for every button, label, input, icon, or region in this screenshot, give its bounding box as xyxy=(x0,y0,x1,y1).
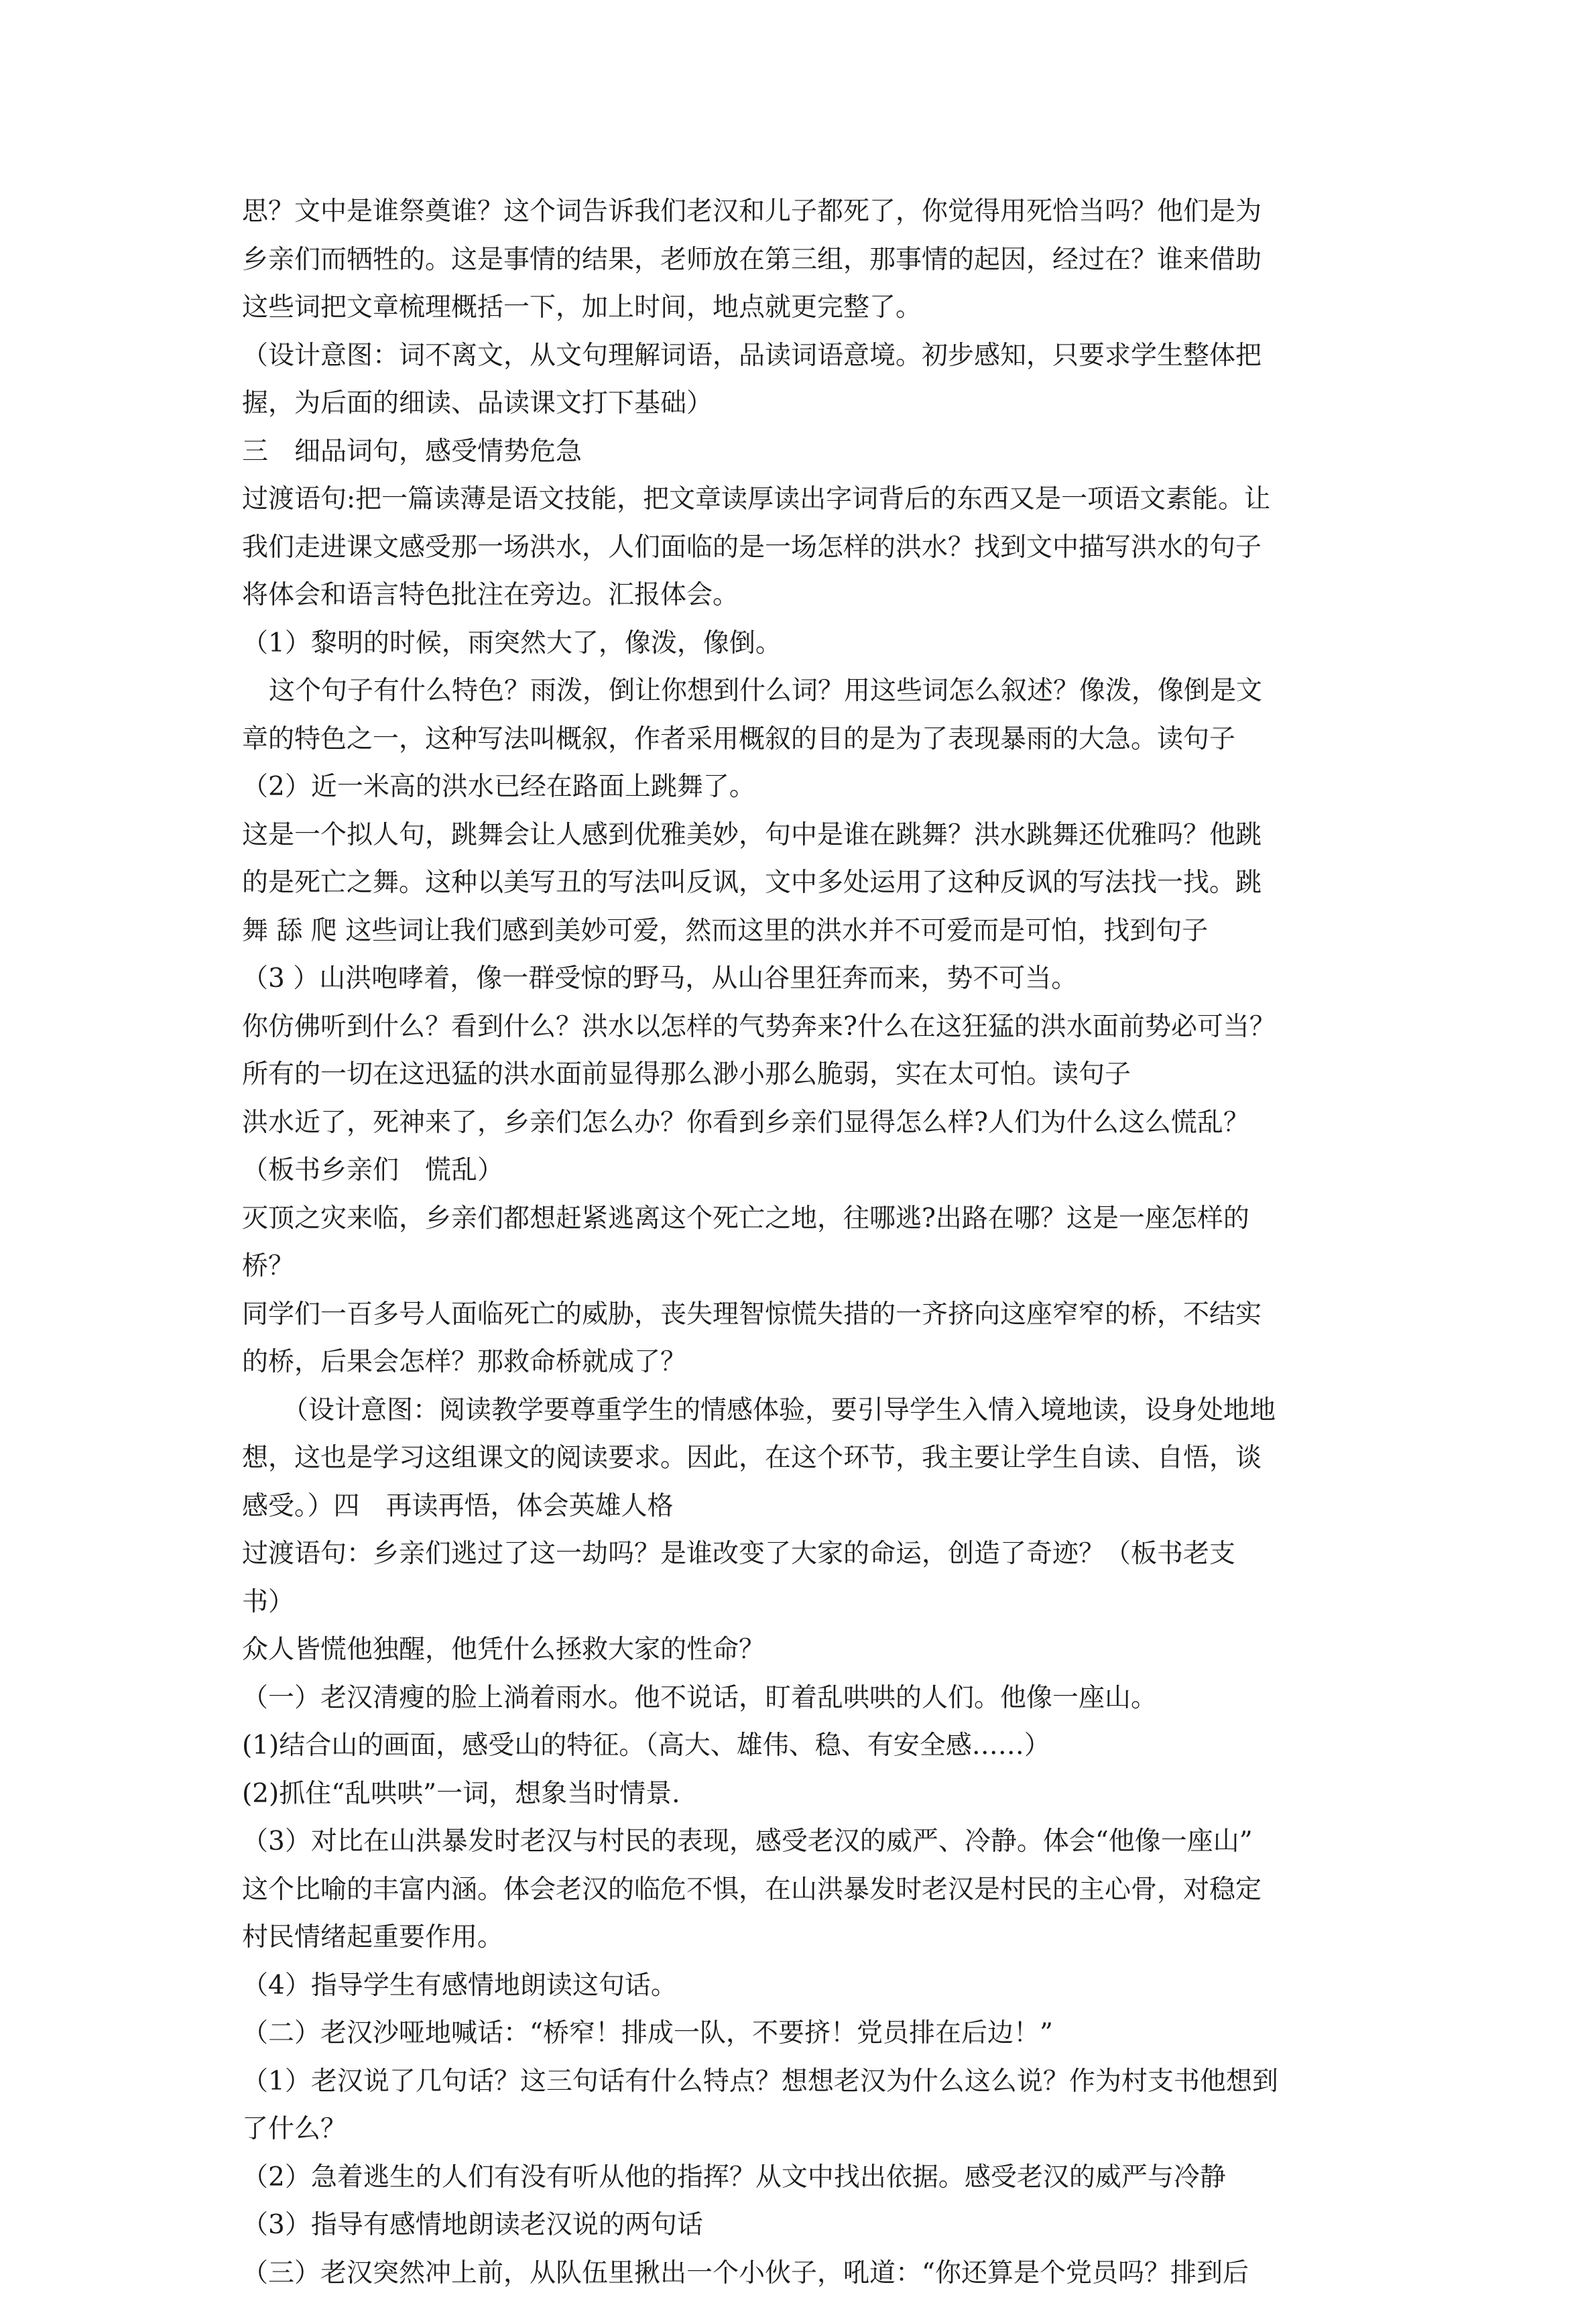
quoted-sentence: （2）近一米高的洪水已经在路面上跳舞了。 xyxy=(242,763,1355,811)
design-intent-note: 握，为后面的细读、品读课文打下基础） xyxy=(242,379,1355,428)
design-intent-note: （设计意图：词不离文，从文句理解词语，品读词语意境。初步感知，只要求学生整体把 xyxy=(242,332,1355,380)
text-line: 舞 舔 爬 这些词让我们感到美妙可爱，然而这里的洪水并不可爱而是可怕，找到句子 xyxy=(242,907,1355,955)
list-item: （4）指导学生有感情地朗读这句话。 xyxy=(242,1962,1355,2010)
quoted-sentence: （二）老汉沙哑地喊话：“桥窄！排成一队，不要挤！党员排在后边！” xyxy=(242,2009,1355,2058)
text-line: 书） xyxy=(242,1578,1355,1627)
text-line: 乡亲们而牺牲的。这是事情的结果，老师放在第三组，那事情的起因，经过在？谁来借助 xyxy=(242,236,1355,284)
text-line: 过渡语句：乡亲们逃过了这一劫吗？是谁改变了大家的命运，创造了奇迹？（板书老支 xyxy=(242,1530,1355,1578)
list-item: (1)结合山的画面，感受山的特征。（高大、雄伟、稳、有安全感……） xyxy=(242,1722,1355,1770)
text-line: 这个句子有什么特色？雨泼，倒让你想到什么词？用这些词怎么叙述？像泼，像倒是文 xyxy=(242,667,1355,715)
quoted-sentence: （一）老汉清瘦的脸上淌着雨水。他不说话，盯着乱哄哄的人们。他像一座山。 xyxy=(242,1674,1355,1722)
text-line: 的是死亡之舞。这种以美写丑的写法叫反讽，文中多处运用了这种反讽的写法找一找。跳 xyxy=(242,859,1355,907)
text-line: 你仿佛听到什么？看到什么？洪水以怎样的气势奔来?什么在这狂猛的洪水面前势必可当？ xyxy=(242,1003,1355,1051)
quoted-sentence: （3 ）山洪咆哮着，像一群受惊的野马，从山谷里狂奔而来，势不可当。 xyxy=(242,955,1355,1003)
text-line: 村民情绪起重要作用。 xyxy=(242,1913,1355,1962)
text-line: 这是一个拟人句，跳舞会让人感到优雅美妙，句中是谁在跳舞？洪水跳舞还优雅吗？他跳 xyxy=(242,811,1355,860)
text-line: 我们走进课文感受那一场洪水，人们面临的是一场怎样的洪水？找到文中描写洪水的句子 xyxy=(242,524,1355,572)
text-line: 将体会和语言特色批注在旁边。汇报体会。 xyxy=(242,571,1355,620)
quoted-sentence: （三）老汉突然冲上前，从队伍里揪出一个小伙子，吼道：“你还算是个党员吗？排到后 xyxy=(242,2249,1355,2297)
text-line: 桥？ xyxy=(242,1242,1355,1291)
design-intent-note: 感受。）四 再读再悟，体会英雄人格 xyxy=(242,1482,1355,1531)
text-line: 灭顶之灾来临，乡亲们都想赶紧逃离这个死亡之地，往哪逃?出路在哪？这是一座怎样的 xyxy=(242,1195,1355,1243)
list-item: (2)抓住“乱哄哄”一词，想象当时情景. xyxy=(242,1770,1355,1818)
list-item: （1）老汉说了几句话？这三句话有什么特点？想想老汉为什么这么说？作为村支书他想到 xyxy=(242,2058,1355,2106)
text-line: 章的特色之一，这种写法叫概叙，作者采用概叙的目的是为了表现暴雨的大急。读句子 xyxy=(242,715,1355,764)
text-line: 这些词把文章梳理概括一下，加上时间，地点就更完整了。 xyxy=(242,284,1355,332)
list-item: （3）指导有感情地朗读老汉说的两句话 xyxy=(242,2201,1355,2249)
document-page xyxy=(242,188,1355,2297)
design-intent-note: 想，这也是学习这组课文的阅读要求。因此，在这个环节，我主要让学生自读、自悟，谈 xyxy=(242,1434,1355,1482)
text-line: 这个比喻的丰富内涵。体会老汉的临危不惧，在山洪暴发时老汉是村民的主心骨，对稳定 xyxy=(242,1866,1355,1914)
text-line: 的桥，后果会怎样？那救命桥就成了？ xyxy=(242,1338,1355,1387)
section-heading: 三 细品词句，感受情势危急 xyxy=(242,428,1355,476)
text-line: 过渡语句:把一篇读薄是语文技能，把文章读厚读出字词背后的东西又是一项语文素能。让 xyxy=(242,475,1355,524)
text-line: 思？文中是谁祭奠谁？这个词告诉我们老汉和儿子都死了，你觉得用死恰当吗？他们是为 xyxy=(242,188,1355,236)
text-line: 所有的一切在这迅猛的洪水面前显得那么渺小那么脆弱，实在太可怕。读句子 xyxy=(242,1051,1355,1099)
text-line: 同学们一百多号人面临死亡的威胁，丧失理智惊慌失措的一齐挤向这座窄窄的桥，不结实 xyxy=(242,1291,1355,1339)
board-note: （板书乡亲们 慌乱） xyxy=(242,1146,1355,1195)
list-item: （3）对比在山洪暴发时老汉与村民的表现，感受老汉的威严、冷静。体会“他像一座山” xyxy=(242,1818,1355,1866)
text-line: 了什么？ xyxy=(242,2105,1355,2154)
list-item: （2）急着逃生的人们有没有听从他的指挥？从文中找出依据。感受老汉的威严与冷静 xyxy=(242,2154,1355,2202)
text-line: 洪水近了，死神来了，乡亲们怎么办？你看到乡亲们显得怎么样?人们为什么这么慌乱？ xyxy=(242,1099,1355,1147)
quoted-sentence: （1）黎明的时候，雨突然大了，像泼，像倒。 xyxy=(242,620,1355,668)
text-line: 众人皆慌他独醒，他凭什么拯救大家的性命？ xyxy=(242,1626,1355,1674)
design-intent-note: （设计意图：阅读教学要尊重学生的情感体验，要引导学生入情入境地读，设身处地地 xyxy=(242,1387,1355,1435)
